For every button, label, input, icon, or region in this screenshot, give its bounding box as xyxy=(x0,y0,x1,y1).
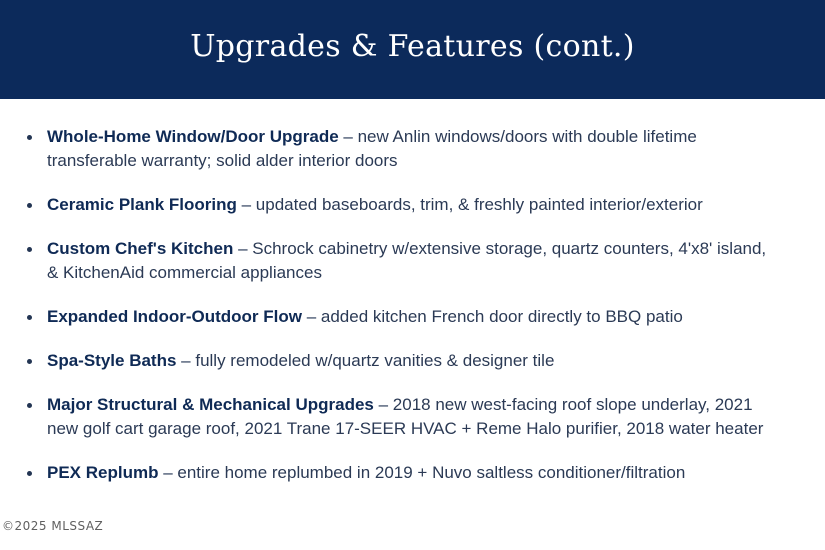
bullet-icon xyxy=(27,203,32,208)
list-item xyxy=(0,461,825,485)
list-item xyxy=(0,305,825,329)
feature-separator: – xyxy=(233,239,253,258)
slide-header xyxy=(0,0,825,99)
feature-description: fully remodeled w/quartz vanities & designer tile xyxy=(195,351,555,370)
feature-description: Schrock cabinetry w/extensive storage, quartz counters, 4'x8' island, & KitchenAid commercial appliances xyxy=(47,239,767,282)
feature-separator: – xyxy=(236,195,256,214)
feature-separator: – xyxy=(301,307,321,326)
feature-title: Expanded Indoor-Outdoor Flow xyxy=(47,307,302,326)
list-item xyxy=(0,125,825,173)
features-list xyxy=(0,125,825,505)
bullet-icon xyxy=(27,359,32,364)
bullet-icon xyxy=(27,135,32,140)
feature-title: Ceramic Plank Flooring xyxy=(47,195,237,214)
slide-title: Upgrades & Features (cont.) xyxy=(190,29,635,64)
list-item xyxy=(0,393,825,441)
list-item xyxy=(0,237,825,285)
feature-description: updated baseboards, trim, & freshly painted interior/exterior xyxy=(255,195,703,214)
list-item xyxy=(0,349,825,373)
bullet-icon xyxy=(27,471,32,476)
feature-description: added kitchen French door directly to BBQ patio xyxy=(320,307,683,326)
feature-description: 2018 new west-facing roof slope underlay, 2021 new golf cart garage roof, 2021 Trane 17-SEER HVAC + Reme Halo purifier, 2018 water heater xyxy=(47,395,764,438)
list-item xyxy=(0,193,825,217)
feature-title: Spa-Style Baths xyxy=(47,351,177,370)
feature-description: entire home replumbed in 2019 + Nuvo saltless conditioner/filtration xyxy=(177,463,686,482)
bullet-icon xyxy=(27,403,32,408)
feature-separator: – xyxy=(373,395,393,414)
feature-description: new Anlin windows/doors with double lifetime transferable warranty; solid alder interior doors xyxy=(47,127,697,170)
feature-separator: – xyxy=(158,463,178,482)
feature-title: PEX Replumb xyxy=(47,463,159,482)
feature-separator: – xyxy=(176,351,196,370)
copyright-watermark: ©2025 MLSSAZ xyxy=(2,519,104,533)
feature-title: Major Structural & Mechanical Upgrades xyxy=(47,395,374,414)
bullet-icon xyxy=(27,247,32,252)
feature-title: Custom Chef's Kitchen xyxy=(47,239,234,258)
bullet-icon xyxy=(27,315,32,320)
feature-separator: – xyxy=(338,127,358,146)
feature-title: Whole-Home Window/Door Upgrade xyxy=(47,127,339,146)
